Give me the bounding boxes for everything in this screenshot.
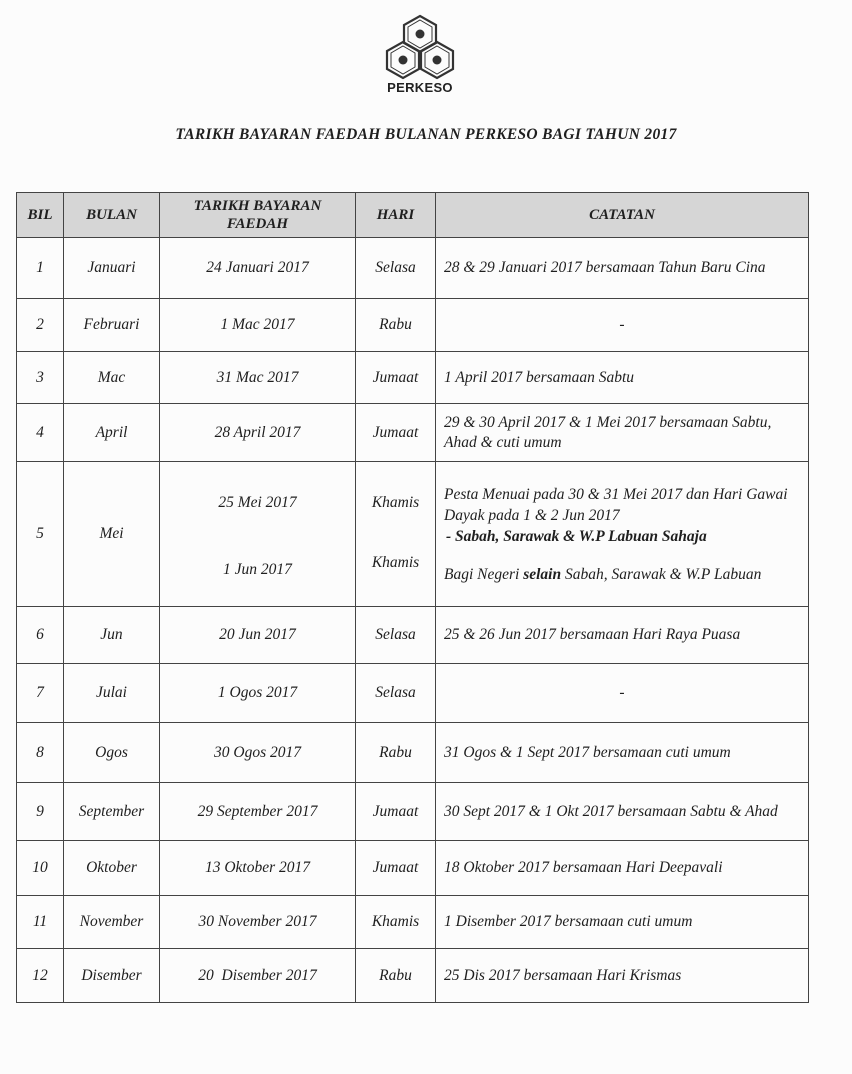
cell-tarikh: 20 Jun 2017 [160,607,356,664]
catatan-note-sub: - Sabah, Sarawak & W.P Labuan Sahaja [446,527,707,545]
table-header-row [17,193,809,238]
cell-catatan: 1 April 2017 bersamaan Sabtu [436,352,809,404]
column-header-hari: HARI [356,193,436,238]
cell-bulan: Oktober [64,841,160,896]
cell-bil: 11 [17,896,64,949]
cell-bil: 2 [17,299,64,352]
cell-tarikh: 20 Disember 2017 [160,949,356,1003]
cell-bulan: Mac [64,352,160,404]
perkeso-logo [376,14,464,98]
cell-bil: 10 [17,841,64,896]
table-row [17,896,809,949]
catatan-note-2-bold: selain [523,565,562,583]
cell-catatan: - [436,664,809,723]
cell-bil: 8 [17,723,64,783]
cell-catatan: 1 Disember 2017 bersamaan cuti umum [436,896,809,949]
cell-bulan: Ogos [64,723,160,783]
cell-bulan: Januari [64,238,160,299]
cell-tarikh: 13 Oktober 2017 [160,841,356,896]
table-row [17,949,809,1003]
catatan-note-1: Pesta Menuai pada 30 & 31 Mei 2017 dan Hari Gawai Dayak pada 1 & 2 Jun 2017 [444,485,788,524]
logo-text: PERKESO [387,80,453,95]
table-row [17,462,809,607]
cell-tarikh: 31 Mac 2017 [160,352,356,404]
table-row [17,783,809,841]
table-row [17,607,809,664]
catatan-note-2-pre: Bagi Negeri [444,565,524,583]
cell-catatan: 18 Oktober 2017 bersamaan Hari Deepavali [436,841,809,896]
page-title: TARIKH BAYARAN FAEDAH BULANAN PERKESO BAGI TAHUN 2017 [175,126,677,143]
cell-bulan: Julai [64,664,160,723]
cell-tarikh: 30 Ogos 2017 [160,723,356,783]
cell-hari: Selasa [356,664,436,723]
catatan-note-2-post: Sabah, Sarawak & W.P Labuan [561,565,762,583]
cell-bil: 4 [17,404,64,462]
cell-bulan: Mei [64,462,160,607]
cell-catatan: 25 Dis 2017 bersamaan Hari Krismas [436,949,809,1003]
cell-tarikh-1: 25 Mei 2017 [218,494,297,511]
table-row [17,664,809,723]
cell-bulan: Februari [64,299,160,352]
cell-bil: 1 [17,238,64,299]
table-row [17,404,809,462]
cell-catatan: 31 Ogos & 1 Sept 2017 bersamaan cuti umum [436,723,809,783]
cell-catatan: 30 Sept 2017 & 1 Okt 2017 bersamaan Sabtu & Ahad [436,783,809,841]
cell-bulan: November [64,896,160,949]
cell-tarikh: 28 April 2017 [160,404,356,462]
cell-hari: Rabu [356,723,436,783]
cell-bil: 6 [17,607,64,664]
cell-hari: Rabu [356,949,436,1003]
cell-hari: Khamis [356,896,436,949]
cell-catatan: 29 & 30 April 2017 & 1 Mei 2017 bersamaan Sabtu, Ahad & cuti umum [436,404,809,462]
perkeso-emblem-icon [376,14,464,80]
cell-hari-1: Khamis [371,494,420,511]
column-header-bil: BIL [17,193,64,238]
cell-hari: Jumaat [356,352,436,404]
cell-hari: Jumaat [356,404,436,462]
cell-bulan: April [64,404,160,462]
payment-schedule-table [16,192,809,1003]
cell-tarikh: 30 November 2017 [160,896,356,949]
table-row [17,299,809,352]
cell-hari: Jumaat [356,841,436,896]
cell-hari: Selasa [356,607,436,664]
column-header-catatan: CATATAN [436,193,809,238]
cell-bil: 12 [17,949,64,1003]
cell-tarikh: 24 Januari 2017 [160,238,356,299]
cell-catatan: - [436,299,809,352]
cell-bulan: September [64,783,160,841]
cell-bil: 5 [17,462,64,607]
cell-bulan: Jun [64,607,160,664]
cell-hari [356,462,436,607]
cell-bulan: Disember [64,949,160,1003]
cell-tarikh: 29 September 2017 [160,783,356,841]
table-row [17,723,809,783]
cell-catatan: 25 & 26 Jun 2017 bersamaan Hari Raya Puasa [436,607,809,664]
table-row [17,238,809,299]
table-row [17,352,809,404]
cell-hari: Jumaat [356,783,436,841]
cell-bil: 3 [17,352,64,404]
column-header-bulan: BULAN [64,193,160,238]
cell-bil: 9 [17,783,64,841]
cell-tarikh [160,462,356,607]
cell-bil: 7 [17,664,64,723]
column-header-tarikh: TARIKH BAYARAN FAEDAH [160,193,356,238]
table-row [17,841,809,896]
cell-hari-2: Khamis [371,554,420,571]
cell-hari: Selasa [356,238,436,299]
cell-tarikh: 1 Ogos 2017 [160,664,356,723]
cell-tarikh-2: 1 Jun 2017 [223,561,292,578]
cell-tarikh: 1 Mac 2017 [160,299,356,352]
cell-catatan [436,462,809,607]
catatan-note-2 [444,564,804,585]
cell-catatan: 28 & 29 Januari 2017 bersamaan Tahun Baru Cina [436,238,809,299]
cell-hari: Rabu [356,299,436,352]
